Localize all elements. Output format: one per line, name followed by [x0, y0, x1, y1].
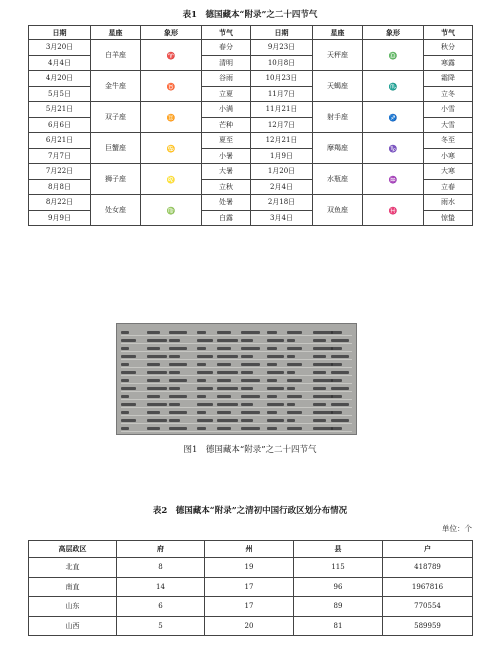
handwriting-stroke [331, 331, 342, 334]
handwriting-stroke [217, 395, 231, 398]
table-cell: 19 [205, 558, 294, 578]
handwriting-stroke [197, 331, 206, 334]
handwriting-stroke [169, 395, 187, 398]
zodiac-symbol-icon: ♌ [141, 164, 202, 195]
table-header-row [29, 26, 473, 40]
date-cell: 12月7日 [251, 117, 313, 133]
term-cell: 立夏 [202, 86, 251, 102]
table-row [29, 164, 473, 180]
handwriting-stroke [267, 371, 284, 374]
handwriting-stroke [147, 331, 160, 334]
handwriting-stroke [287, 331, 302, 334]
handwriting-stroke [121, 339, 136, 342]
handwriting-stroke [147, 427, 160, 430]
table-cell: 81 [294, 616, 383, 636]
sign-cell: 水瓶座 [313, 164, 363, 195]
handwriting-stroke [313, 363, 333, 366]
zodiac-symbol-icon: ♏ [363, 71, 424, 102]
manuscript-rule [121, 407, 352, 408]
term-cell: 清明 [202, 55, 251, 71]
handwriting-stroke [267, 411, 277, 414]
table-row [29, 195, 473, 211]
handwriting-stroke [147, 339, 167, 342]
manuscript-rule [121, 383, 352, 384]
handwriting-stroke [287, 363, 302, 366]
handwriting-stroke [197, 363, 206, 366]
date-cell: 5月5日 [29, 86, 91, 102]
handwriting-stroke [217, 419, 238, 422]
manuscript-rule [121, 359, 352, 360]
handwriting-stroke [217, 427, 231, 430]
admin-division-table [28, 540, 473, 636]
handwriting-stroke [313, 355, 326, 358]
handwriting-stroke [121, 371, 136, 374]
handwriting-stroke [197, 395, 206, 398]
term-cell: 小暑 [202, 148, 251, 164]
handwriting-stroke [169, 363, 187, 366]
handwriting-stroke [217, 379, 231, 382]
handwriting-stroke [267, 363, 277, 366]
handwriting-stroke [267, 403, 284, 406]
date-cell: 6月6日 [29, 117, 91, 133]
handwriting-stroke [121, 363, 129, 366]
handwriting-stroke [287, 339, 295, 342]
handwriting-stroke [241, 339, 253, 342]
handwriting-stroke [331, 395, 342, 398]
handwriting-stroke [313, 403, 326, 406]
date-cell: 10月8日 [251, 55, 313, 71]
table-cell: 96 [294, 577, 383, 597]
zodiac-symbol-icon: ♓ [363, 195, 424, 226]
handwriting-stroke [241, 411, 260, 414]
term-cell: 立冬 [424, 86, 473, 102]
date-cell: 2月18日 [251, 195, 313, 211]
handwriting-stroke [267, 379, 277, 382]
header-sign: 星座 [91, 26, 141, 40]
term-cell: 立春 [424, 179, 473, 195]
table-cell: 南直 [29, 577, 117, 597]
table-cell: 17 [205, 577, 294, 597]
header-zhou: 州 [205, 541, 294, 558]
sign-cell: 狮子座 [91, 164, 141, 195]
figure1-caption: 图1 德国藏本“附录”之二十四节气 [183, 445, 317, 455]
date-cell: 6月21日 [29, 133, 91, 149]
date-cell: 11月7日 [251, 86, 313, 102]
manuscript-rule [121, 351, 352, 352]
table-cell: 17 [205, 597, 294, 617]
term-cell: 大暑 [202, 164, 251, 180]
handwriting-stroke [241, 395, 260, 398]
handwriting-stroke [121, 387, 136, 390]
unit-label: 单位：个 [442, 524, 472, 533]
handwriting-stroke [217, 403, 238, 406]
handwriting-stroke [169, 403, 180, 406]
handwriting-stroke [169, 411, 187, 414]
handwriting-stroke [241, 419, 253, 422]
handwriting-stroke [313, 411, 333, 414]
sign-cell: 巨蟹座 [91, 133, 141, 164]
header-date: 日期 [251, 26, 313, 40]
handwriting-stroke [267, 419, 284, 422]
handwriting-stroke [169, 347, 187, 350]
handwriting-stroke [169, 379, 187, 382]
sign-cell: 天秤座 [313, 40, 363, 71]
zodiac-symbol-icon: ♉ [141, 71, 202, 102]
date-cell: 12月21日 [251, 133, 313, 149]
handwriting-stroke [331, 403, 349, 406]
handwriting-stroke [217, 339, 238, 342]
handwriting-stroke [313, 347, 333, 350]
sign-cell: 白羊座 [91, 40, 141, 71]
handwriting-stroke [313, 331, 333, 334]
handwriting-stroke [217, 387, 238, 390]
handwriting-stroke [121, 331, 129, 334]
handwriting-stroke [287, 347, 302, 350]
manuscript-rule [121, 375, 352, 376]
table-cell: 1967816 [383, 577, 473, 597]
handwriting-stroke [287, 387, 295, 390]
handwriting-stroke [287, 403, 295, 406]
zodiac-symbol-icon: ♎ [363, 40, 424, 71]
handwriting-stroke [267, 427, 277, 430]
table-cell: 6 [117, 597, 205, 617]
handwriting-stroke [197, 379, 206, 382]
handwriting-stroke [331, 411, 342, 414]
manuscript-rule [121, 335, 352, 336]
handwriting-stroke [147, 363, 160, 366]
handwriting-stroke [331, 387, 349, 390]
term-cell: 小寒 [424, 148, 473, 164]
handwriting-stroke [331, 379, 342, 382]
table-cell: 14 [117, 577, 205, 597]
header-term: 节气 [424, 26, 473, 40]
zodiac-symbol-icon: ♐ [363, 102, 424, 133]
handwriting-stroke [197, 427, 206, 430]
date-cell: 11月21日 [251, 102, 313, 118]
header-sign: 星座 [313, 26, 363, 40]
date-cell: 3月20日 [29, 40, 91, 56]
term-cell: 处暑 [202, 195, 251, 211]
handwriting-stroke [147, 419, 167, 422]
handwriting-stroke [217, 355, 238, 358]
table2-caption: 表2 德国藏本“附录”之清初中国行政区划分布情况 [152, 506, 348, 516]
table-cell: 770554 [383, 597, 473, 617]
handwriting-stroke [217, 347, 231, 350]
handwriting-stroke [197, 419, 213, 422]
handwriting-stroke [169, 339, 180, 342]
handwriting-stroke [169, 387, 180, 390]
handwriting-stroke [241, 387, 253, 390]
table-row [29, 40, 473, 56]
table-row [29, 577, 473, 597]
term-cell: 白露 [202, 210, 251, 226]
table-cell: 5 [117, 616, 205, 636]
handwriting-stroke [169, 331, 187, 334]
handwriting-stroke [197, 347, 206, 350]
handwriting-stroke [169, 427, 187, 430]
handwriting-stroke [147, 403, 167, 406]
handwriting-stroke [121, 395, 129, 398]
zodiac-symbol-icon: ♒ [363, 164, 424, 195]
handwriting-stroke [241, 363, 260, 366]
zodiac-solar-terms-table [28, 25, 473, 226]
handwriting-stroke [313, 371, 326, 374]
date-cell: 5月21日 [29, 102, 91, 118]
term-cell: 雨水 [424, 195, 473, 211]
term-cell: 大寒 [424, 164, 473, 180]
handwriting-stroke [287, 371, 295, 374]
handwriting-stroke [313, 395, 333, 398]
table-row [29, 133, 473, 149]
date-cell: 8月22日 [29, 195, 91, 211]
handwriting-stroke [313, 427, 333, 430]
handwriting-stroke [147, 355, 167, 358]
handwriting-stroke [267, 347, 277, 350]
term-cell: 芒种 [202, 117, 251, 133]
term-cell: 寒露 [424, 55, 473, 71]
handwriting-stroke [121, 403, 136, 406]
table-cell: 418789 [383, 558, 473, 578]
term-cell: 冬至 [424, 133, 473, 149]
term-cell: 惊蛰 [424, 210, 473, 226]
handwriting-stroke [147, 347, 160, 350]
sign-cell: 射手座 [313, 102, 363, 133]
handwriting-stroke [121, 355, 136, 358]
handwriting-stroke [287, 355, 295, 358]
handwriting-stroke [197, 411, 206, 414]
manuscript-rule [121, 399, 352, 400]
manuscript-rule [121, 367, 352, 368]
handwriting-stroke [267, 331, 277, 334]
handwriting-stroke [267, 339, 284, 342]
table-cell: 8 [117, 558, 205, 578]
handwriting-stroke [217, 363, 231, 366]
table-row [29, 102, 473, 118]
sign-cell: 摩羯座 [313, 133, 363, 164]
zodiac-symbol-icon: ♈ [141, 40, 202, 71]
handwriting-stroke [169, 419, 180, 422]
handwriting-stroke [147, 395, 160, 398]
table-row [29, 558, 473, 578]
term-cell: 小雪 [424, 102, 473, 118]
handwriting-stroke [241, 371, 253, 374]
handwriting-stroke [241, 379, 260, 382]
header-hu: 户 [383, 541, 473, 558]
handwriting-stroke [147, 379, 160, 382]
table-cell: 山东 [29, 597, 117, 617]
handwriting-stroke [147, 411, 160, 414]
handwriting-stroke [267, 395, 277, 398]
header-region: 高层政区 [29, 541, 117, 558]
table-cell: 89 [294, 597, 383, 617]
handwriting-stroke [241, 403, 253, 406]
date-cell: 1月20日 [251, 164, 313, 180]
date-cell: 9月23日 [251, 40, 313, 56]
handwriting-stroke [331, 347, 342, 350]
header-date: 日期 [29, 26, 91, 40]
handwriting-stroke [313, 339, 326, 342]
handwriting-stroke [121, 419, 136, 422]
sign-cell: 双子座 [91, 102, 141, 133]
handwriting-stroke [313, 379, 333, 382]
table-row [29, 616, 473, 636]
date-cell: 4月20日 [29, 71, 91, 87]
manuscript-rule [121, 431, 352, 432]
handwriting-stroke [147, 387, 167, 390]
date-cell: 3月4日 [251, 210, 313, 226]
handwriting-stroke [241, 331, 260, 334]
table-cell: 北直 [29, 558, 117, 578]
handwriting-stroke [331, 419, 349, 422]
handwriting-stroke [197, 403, 213, 406]
handwriting-stroke [121, 427, 129, 430]
handwriting-stroke [331, 363, 342, 366]
handwriting-stroke [331, 355, 349, 358]
table-cell: 20 [205, 616, 294, 636]
table-row [29, 71, 473, 87]
handwriting-stroke [121, 347, 129, 350]
zodiac-symbol-icon: ♋ [141, 133, 202, 164]
term-cell: 谷雨 [202, 71, 251, 87]
term-cell: 秋分 [424, 40, 473, 56]
handwriting-stroke [217, 371, 238, 374]
handwriting-stroke [287, 379, 302, 382]
sign-cell: 金牛座 [91, 71, 141, 102]
handwriting-stroke [287, 395, 302, 398]
header-symbol: 象形 [141, 26, 202, 40]
date-cell: 7月7日 [29, 148, 91, 164]
handwriting-stroke [267, 387, 284, 390]
handwriting-stroke [217, 331, 231, 334]
zodiac-symbol-icon: ♍ [141, 195, 202, 226]
handwriting-stroke [147, 371, 167, 374]
date-cell: 9月9日 [29, 210, 91, 226]
handwriting-stroke [197, 355, 213, 358]
table-cell: 115 [294, 558, 383, 578]
table-row [29, 597, 473, 617]
manuscript-rule [121, 391, 352, 392]
handwriting-stroke [197, 371, 213, 374]
manuscript-rule [121, 343, 352, 344]
term-cell: 霜降 [424, 71, 473, 87]
header-xian: 县 [294, 541, 383, 558]
handwriting-stroke [287, 411, 302, 414]
handwriting-stroke [313, 419, 326, 422]
sign-cell: 双鱼座 [313, 195, 363, 226]
sign-cell: 天蝎座 [313, 71, 363, 102]
handwriting-stroke [169, 355, 180, 358]
term-cell: 夏至 [202, 133, 251, 149]
handwriting-stroke [121, 379, 129, 382]
handwriting-stroke [241, 347, 260, 350]
term-cell: 春分 [202, 40, 251, 56]
header-symbol: 象形 [363, 26, 424, 40]
manuscript-rule [121, 423, 352, 424]
handwriting-stroke [313, 387, 326, 390]
table-cell: 山西 [29, 616, 117, 636]
manuscript-photo [116, 323, 357, 435]
header-term: 节气 [202, 26, 251, 40]
term-cell: 小满 [202, 102, 251, 118]
handwriting-stroke [331, 339, 349, 342]
sign-cell: 处女座 [91, 195, 141, 226]
date-cell: 8月8日 [29, 179, 91, 195]
date-cell: 4月4日 [29, 55, 91, 71]
handwriting-stroke [169, 371, 180, 374]
zodiac-symbol-icon: ♑ [363, 133, 424, 164]
handwriting-stroke [217, 411, 231, 414]
handwriting-stroke [287, 427, 302, 430]
handwriting-stroke [197, 339, 213, 342]
handwriting-stroke [241, 427, 260, 430]
handwriting-stroke [197, 387, 213, 390]
header-fu: 府 [117, 541, 205, 558]
table-cell: 589959 [383, 616, 473, 636]
table1-caption: 表1 德国藏本“附录”之二十四节气 [182, 10, 318, 20]
date-cell: 2月4日 [251, 179, 313, 195]
date-cell: 7月22日 [29, 164, 91, 180]
term-cell: 立秋 [202, 179, 251, 195]
zodiac-symbol-icon: ♊ [141, 102, 202, 133]
date-cell: 1月9日 [251, 148, 313, 164]
handwriting-stroke [121, 411, 129, 414]
table-header-row [29, 541, 473, 558]
term-cell: 大雪 [424, 117, 473, 133]
handwriting-stroke [241, 355, 253, 358]
handwriting-stroke [267, 355, 284, 358]
manuscript-rule [121, 415, 352, 416]
handwriting-stroke [287, 419, 295, 422]
date-cell: 10月23日 [251, 71, 313, 87]
handwriting-stroke [331, 371, 349, 374]
handwriting-stroke [331, 427, 342, 430]
